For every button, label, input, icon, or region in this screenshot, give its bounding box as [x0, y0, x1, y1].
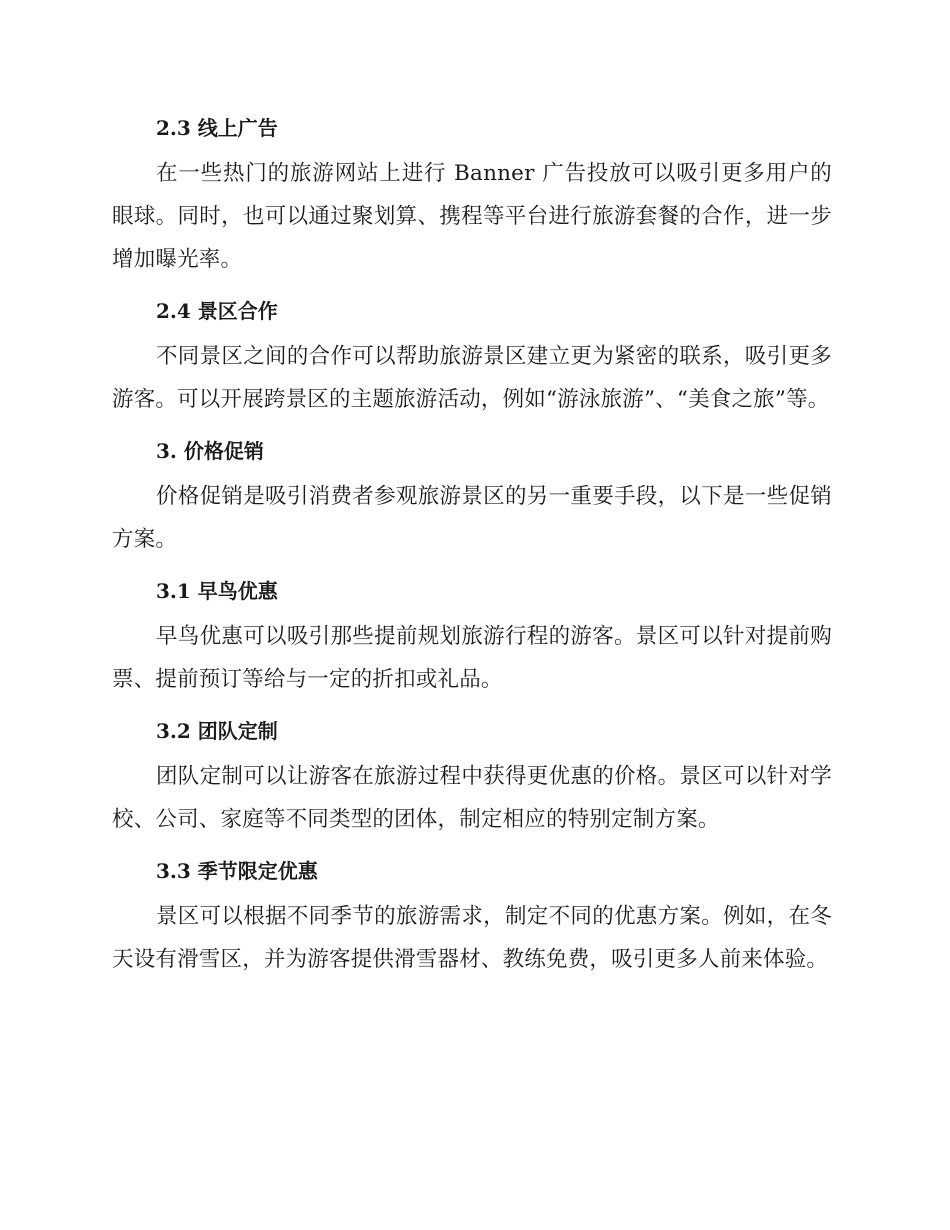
document-page [112, 108, 832, 991]
section-paragraph: 团队定制可以让游客在旅游过程中获得更优惠的价格。景区可以针对学校、公司、家庭等不同类型的团体，制定相应的特别定制方案。 [112, 764, 832, 832]
section-paragraph: 景区可以根据不同季节的旅游需求，制定不同的优惠方案。例如，在冬天设有滑雪区，并为游客提供滑雪器材、教练免费，吸引更多人前来体验。 [112, 904, 832, 972]
section-heading: 3.3 季节限定优惠 [156, 859, 318, 883]
section-heading: 3.1 早鸟优惠 [156, 579, 278, 603]
section-paragraph: 不同景区之间的合作可以帮助旅游景区建立更为紧密的联系，吸引更多游客。可以开展跨景区的主题旅游活动，例如“游泳旅游”、“美食之旅”等。 [112, 344, 832, 412]
section-paragraph: 早鸟优惠可以吸引那些提前规划旅游行程的游客。景区可以针对提前购票、提前预订等给与一定的折扣或礼品。 [112, 624, 832, 692]
section-heading: 3. 价格促销 [156, 439, 264, 463]
section-heading: 3.2 团队定制 [156, 719, 278, 743]
section-paragraph: 在一些热门的旅游网站上进行 Banner 广告投放可以吸引更多用户的眼球。同时，也可以通过聚划算、携程等平台进行旅游套餐的合作，进一步增加曝光率。 [112, 161, 832, 272]
section-heading: 2.4 景区合作 [156, 299, 278, 323]
section-heading: 2.3 线上广告 [156, 116, 278, 140]
section-paragraph: 价格促销是吸引消费者参观旅游景区的另一重要手段，以下是一些促销方案。 [112, 484, 832, 552]
